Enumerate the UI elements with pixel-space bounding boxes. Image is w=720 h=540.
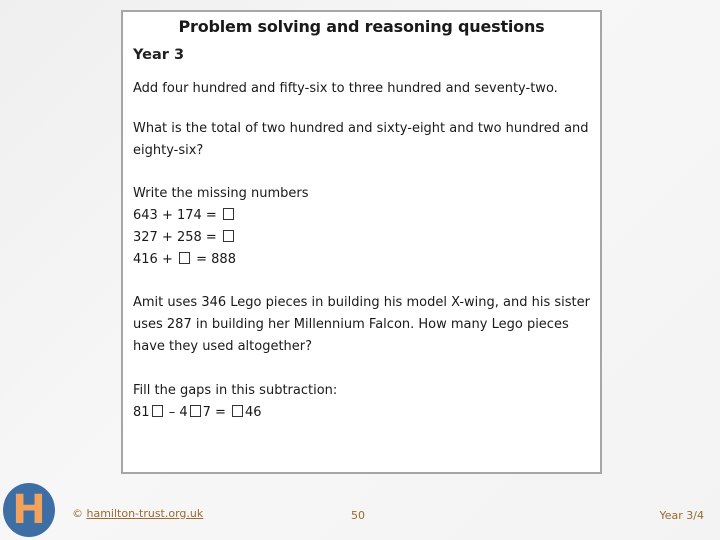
answer-box xyxy=(179,252,190,264)
question-4-line-3: have they used altogether? xyxy=(133,339,313,354)
answer-box xyxy=(223,230,234,242)
hamilton-logo xyxy=(3,483,55,537)
question-1-text: Add four hundred and fifty-six to three hundred and seventy-two. xyxy=(133,81,558,96)
question-1 xyxy=(133,78,595,100)
logo-letter: H xyxy=(12,487,46,533)
question-5-heading: Fill the gaps in this subtraction: xyxy=(133,383,338,398)
answer-box xyxy=(223,208,234,220)
year-page-label: Year 3/4 xyxy=(659,509,704,522)
equation-2-text: 327 + 258 = xyxy=(133,230,217,245)
question-5-subtraction xyxy=(133,402,595,424)
copyright-notice xyxy=(72,507,203,520)
question-3-equation-2 xyxy=(133,227,595,249)
question-4 xyxy=(133,292,595,358)
question-2 xyxy=(133,118,595,162)
page-number: 50 xyxy=(351,509,365,522)
hamilton-trust-link[interactable]: hamilton-trust.org.uk xyxy=(86,507,204,520)
subtraction-part-c: 7 = xyxy=(202,405,226,420)
answer-box xyxy=(190,405,201,417)
question-3-equation-3 xyxy=(133,249,595,271)
subtraction-part-b: – 4 xyxy=(168,405,188,420)
slide-title: Problem solving and reasoning questions xyxy=(178,17,545,36)
question-3-equation-1 xyxy=(133,205,595,227)
question-3-heading: Write the missing numbers xyxy=(133,186,309,201)
question-3 xyxy=(133,183,595,271)
question-card xyxy=(121,10,602,474)
subtraction-part-d: 46 xyxy=(245,405,262,420)
question-2-line-1: What is the total of two hundred and sixty-eight and two hundred and xyxy=(133,121,589,136)
copyright-symbol: © xyxy=(72,507,83,520)
equation-3-part-a: 416 + xyxy=(133,252,173,267)
answer-box xyxy=(232,405,243,417)
question-5 xyxy=(133,380,595,424)
question-4-line-1: Amit uses 346 Lego pieces in building his model X-wing, and his sister xyxy=(133,295,590,310)
subtraction-part-a: 81 xyxy=(133,405,150,420)
question-4-line-2: uses 287 in building her Millennium Falcon. How many Lego pieces xyxy=(133,317,569,332)
equation-3-part-b: = 888 xyxy=(196,252,236,267)
equation-1-text: 643 + 174 = xyxy=(133,208,217,223)
answer-box xyxy=(152,405,163,417)
year-label: Year 3 xyxy=(133,47,185,63)
question-2-line-2: eighty-six? xyxy=(133,143,204,158)
